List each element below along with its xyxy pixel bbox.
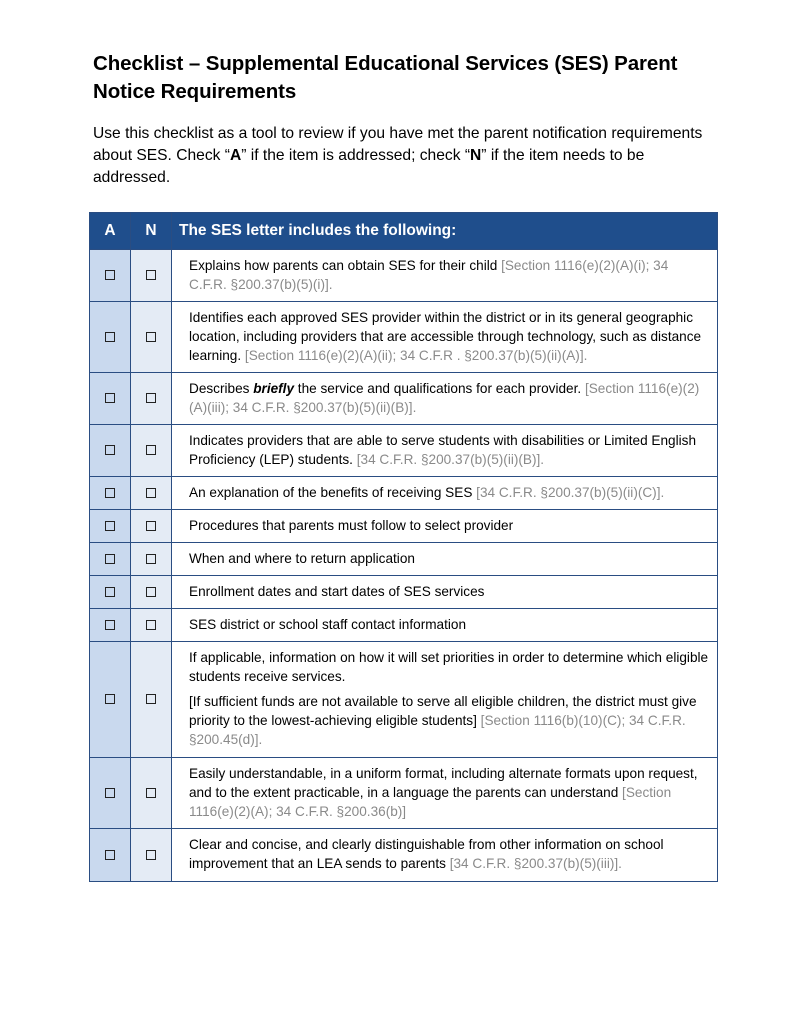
- addressed-checkbox[interactable]: [105, 332, 115, 342]
- requirement-text: [189, 516, 709, 535]
- addressed-checkbox[interactable]: [105, 620, 115, 630]
- requirement-text-part: the service and qualifications for each provider.: [294, 381, 585, 396]
- table-row: [90, 373, 718, 425]
- requirement-text-part: Indicates providers that are able to serve students with disabilities or Limited English Proficiency (LEP) students.: [189, 433, 697, 467]
- addressed-cell: [90, 373, 131, 425]
- needs-addressed-cell: [131, 543, 172, 576]
- checklist-table: [89, 212, 718, 882]
- requirement-cell: [172, 642, 718, 758]
- requirement-text: [189, 648, 709, 686]
- needs-addressed-cell: [131, 609, 172, 642]
- addressed-cell: [90, 477, 131, 510]
- table-row: [90, 576, 718, 609]
- addressed-cell: [90, 302, 131, 373]
- requirement-text: [189, 764, 709, 821]
- requirement-text: [189, 308, 709, 365]
- citation: [34 C.F.R. §200.37(b)(5)(ii)(B)].: [356, 452, 545, 467]
- header-addressed: A: [90, 213, 131, 250]
- needs-addressed-checkbox[interactable]: [146, 850, 156, 860]
- needs-addressed-cell: [131, 302, 172, 373]
- table-row: [90, 829, 718, 882]
- addressed-checkbox[interactable]: [105, 554, 115, 564]
- addressed-cell: [90, 510, 131, 543]
- addressed-cell: [90, 543, 131, 576]
- addressed-cell: [90, 609, 131, 642]
- requirement-cell: [172, 477, 718, 510]
- table-row: [90, 302, 718, 373]
- needs-addressed-checkbox[interactable]: [146, 445, 156, 455]
- requirement-cell: [172, 543, 718, 576]
- requirement-text-part: Clear and concise, and clearly distinguishable from other information on school improvement that an LEA sends to parents: [189, 837, 664, 871]
- requirement-cell: [172, 302, 718, 373]
- addressed-cell: [90, 758, 131, 829]
- requirement-text: [189, 431, 709, 469]
- requirement-note-text: [If sufficient funds are not available to serve all eligible children, the district must give priority to the lowest-achieving eligible students]: [189, 694, 697, 728]
- needs-addressed-cell: [131, 425, 172, 477]
- needs-addressed-cell: [131, 477, 172, 510]
- needs-addressed-cell: [131, 510, 172, 543]
- header-not-addressed: N: [131, 213, 172, 250]
- table-row: [90, 425, 718, 477]
- page-title: Checklist – Supplemental Educational Services (SES) Parent Notice Requirements: [93, 52, 678, 103]
- needs-addressed-cell: [131, 758, 172, 829]
- needs-addressed-checkbox[interactable]: [146, 788, 156, 798]
- needs-addressed-cell: [131, 373, 172, 425]
- requirement-text: [189, 256, 709, 294]
- requirement-text: [189, 582, 709, 601]
- citation: [Section 1116(e)(2)(A); 34 C.F.R. §200.36(b)]: [189, 785, 672, 819]
- needs-addressed-checkbox[interactable]: [146, 620, 156, 630]
- citation: [Section 1116(e)(2)(A)(ii); 34 C.F.R . §200.37(b)(5)(ii)(A)].: [244, 348, 588, 363]
- requirement-text-part: Procedures that parents must follow to select provider: [189, 518, 514, 533]
- requirement-text: [189, 615, 709, 634]
- addressed-cell: [90, 829, 131, 882]
- table-row: [90, 510, 718, 543]
- requirement-cell: [172, 373, 718, 425]
- addressed-checkbox[interactable]: [105, 488, 115, 498]
- requirement-text-part: An explanation of the benefits of receiving SES: [189, 485, 477, 500]
- addressed-checkbox[interactable]: [105, 788, 115, 798]
- needs-addressed-checkbox[interactable]: [146, 694, 156, 704]
- addressed-cell: [90, 576, 131, 609]
- requirement-cell: [172, 829, 718, 882]
- table-row: [90, 250, 718, 302]
- intro-text-3: ” if the item needs to be addressed.: [93, 147, 645, 186]
- header-description: The SES letter includes the following:: [172, 213, 718, 250]
- needs-addressed-cell: [131, 829, 172, 882]
- citation: [Section 1116(e)(2)(A)(iii); 34 C.F.R. §200.37(b)(5)(ii)(B)].: [189, 381, 700, 415]
- intro-text-2: ” if the item is addressed; check “: [241, 147, 471, 164]
- addressed-checkbox[interactable]: [105, 587, 115, 597]
- document: [93, 50, 719, 205]
- requirement-text: [189, 483, 709, 502]
- citation: [Section 1116(b)(10)(C); 34 C.F.R. §200.45(d)].: [189, 713, 686, 747]
- table-row: [90, 758, 718, 829]
- table-row: [90, 477, 718, 510]
- citation: [Section 1116(e)(2)(A)(i); 34 C.F.R. §200.37(b)(5)(i)].: [189, 258, 669, 292]
- table-row: [90, 543, 718, 576]
- citation: [34 C.F.R. §200.37(b)(5)(iii)].: [449, 856, 622, 871]
- addressed-cell: [90, 250, 131, 302]
- needs-addressed-cell: [131, 642, 172, 758]
- requirement-cell: [172, 609, 718, 642]
- requirement-cell: [172, 758, 718, 829]
- addressed-checkbox[interactable]: [105, 694, 115, 704]
- needs-addressed-checkbox[interactable]: [146, 587, 156, 597]
- addressed-cell: [90, 642, 131, 758]
- requirement-text-part: Describes: [189, 381, 254, 396]
- requirement-text: [189, 549, 709, 568]
- intro-n-letter: N: [470, 147, 482, 164]
- intro-a-letter: A: [229, 147, 242, 164]
- needs-addressed-checkbox[interactable]: [146, 521, 156, 531]
- requirement-text-part: If applicable, information on how it will set priorities in order to determine which eligible students receive services.: [189, 650, 709, 684]
- requirement-cell: [172, 250, 718, 302]
- table-row: [90, 609, 718, 642]
- intro-text-1: Use this checklist as a tool to review if you have met the parent notification requirements about SES. Check “: [93, 125, 703, 164]
- requirement-text-part: Identifies each approved SES provider within the district or in its general geographic location, including providers that are accessible through technology, such as distance learning.: [189, 310, 702, 363]
- requirement-text: [189, 379, 709, 417]
- requirement-text: [189, 835, 709, 873]
- requirement-cell: [172, 510, 718, 543]
- requirement-cell: [172, 576, 718, 609]
- addressed-checkbox[interactable]: [105, 521, 115, 531]
- requirement-text-part: Enrollment dates and start dates of SES services: [189, 584, 485, 599]
- requirement-text-part: Explains how parents can obtain SES for their child: [189, 258, 502, 273]
- citation: [34 C.F.R. §200.37(b)(5)(ii)(C)].: [476, 485, 665, 500]
- needs-addressed-checkbox[interactable]: [146, 488, 156, 498]
- needs-addressed-checkbox[interactable]: [146, 554, 156, 564]
- needs-addressed-checkbox[interactable]: [146, 332, 156, 342]
- requirement-text-part: Easily understandable, in a uniform format, including alternate formats upon request, and to the extent practicable, in a language the parents can understand: [189, 766, 698, 800]
- needs-addressed-checkbox[interactable]: [146, 270, 156, 280]
- intro-paragraph: [93, 123, 719, 189]
- addressed-checkbox[interactable]: [105, 850, 115, 860]
- requirement-cell: [172, 425, 718, 477]
- requirement-text-part: SES district or school staff contact information: [189, 617, 467, 632]
- table-row: [90, 642, 718, 758]
- table-header-row: [90, 213, 718, 250]
- requirement-emphasis: briefly: [253, 381, 295, 396]
- addressed-checkbox[interactable]: [105, 393, 115, 403]
- table-body: [90, 250, 718, 882]
- needs-addressed-cell: [131, 576, 172, 609]
- addressed-cell: [90, 425, 131, 477]
- requirement-text-part: When and where to return application: [189, 551, 415, 566]
- addressed-checkbox[interactable]: [105, 445, 115, 455]
- needs-addressed-cell: [131, 250, 172, 302]
- addressed-checkbox[interactable]: [105, 270, 115, 280]
- requirement-note: [189, 692, 709, 749]
- needs-addressed-checkbox[interactable]: [146, 393, 156, 403]
